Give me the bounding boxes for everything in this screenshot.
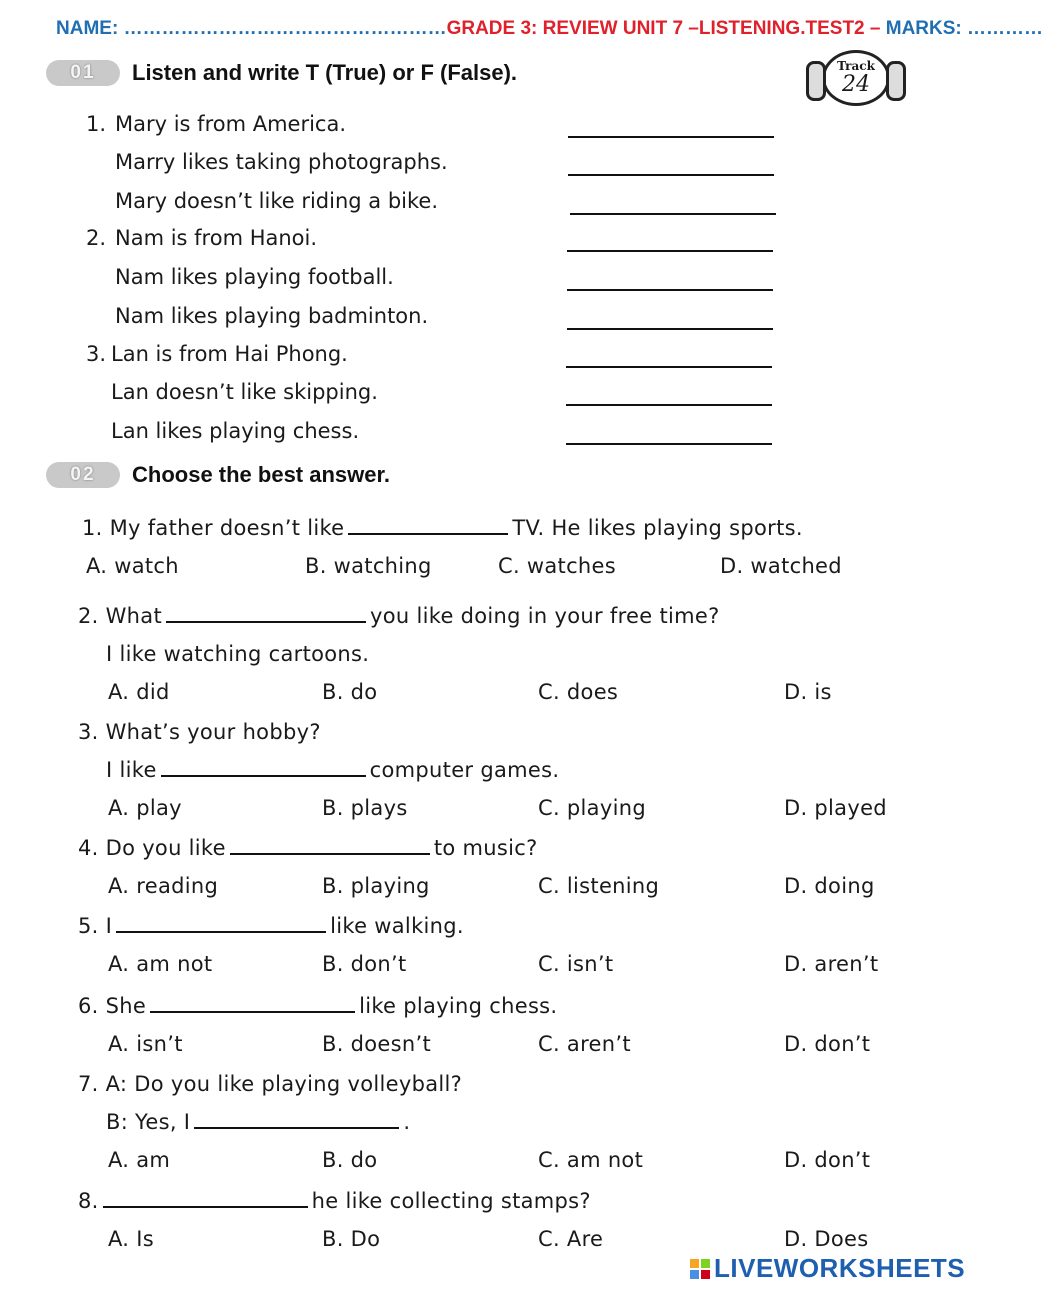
question-line-2-after: . [403, 1110, 411, 1134]
option-a[interactable]: A. am [108, 1148, 171, 1172]
option-c[interactable]: C. watches [498, 554, 617, 578]
question-7 [78, 1072, 462, 1096]
option-a[interactable]: A. reading [108, 874, 219, 898]
question-text-after: he like collecting stamps? [311, 1189, 591, 1213]
answer-blank[interactable] [194, 1111, 399, 1129]
option-a[interactable]: A. did [108, 680, 170, 704]
option-b[interactable]: B. plays [322, 796, 408, 820]
headphone-right-icon [886, 61, 906, 101]
question-text: 5. I [78, 914, 113, 938]
liveworksheets-logo [690, 1253, 965, 1284]
question-4 [78, 836, 538, 860]
option-c[interactable]: C. Are [538, 1227, 604, 1251]
tf-item-number: 2. [86, 226, 107, 250]
answer-blank[interactable] [566, 404, 772, 406]
question-8 [78, 1189, 591, 1213]
option-c[interactable]: C. isn’t [538, 952, 614, 976]
question-text-after: like playing chess. [359, 994, 558, 1018]
track-badge [804, 50, 908, 106]
tf-item-text: Mary doesn’t like riding a bike. [115, 189, 438, 213]
tf-item-text: Nam likes playing football. [115, 265, 394, 289]
question-3 [78, 720, 321, 744]
option-a[interactable]: A. play [108, 796, 182, 820]
question-line-2-text: I like [106, 758, 157, 782]
tf-item-number: 3. [86, 342, 107, 366]
question-text: 6. She [78, 994, 147, 1018]
tf-item-text: Lan doesn’t like skipping. [111, 380, 378, 404]
section-2-title: Choose the best answer. [132, 462, 390, 487]
question-text: 2. What [78, 604, 162, 628]
tf-item-text: Nam is from Hanoi. [115, 226, 318, 250]
question-3-line-2 [106, 758, 559, 782]
option-d[interactable]: D. aren’t [784, 952, 879, 976]
option-b[interactable]: B. don’t [322, 952, 407, 976]
question-text-after: to music? [433, 836, 538, 860]
question-line-2-text: B: Yes, I [106, 1110, 191, 1134]
tf-item-text: Mary is from America. [115, 112, 347, 136]
tf-item-text: Marry likes taking photographs. [115, 150, 448, 174]
answer-blank[interactable] [567, 289, 773, 291]
answer-blank[interactable] [230, 837, 430, 855]
option-b[interactable]: B. do [322, 680, 378, 704]
question-text: 1. My father doesn’t like [82, 516, 345, 540]
question-text: 7. A: Do you like playing volleyball? [78, 1072, 463, 1096]
answer-blank[interactable] [566, 366, 772, 368]
option-b[interactable]: B. watching [305, 554, 432, 578]
option-d[interactable]: D. don’t [784, 1148, 871, 1172]
option-c[interactable]: C. aren’t [538, 1032, 631, 1056]
section-1-heading [46, 60, 517, 86]
question-line-2-text: I like watching cartoons. [106, 642, 370, 666]
track-number: 24 [842, 72, 870, 97]
answer-blank[interactable] [568, 174, 774, 176]
question-2-line-2 [106, 642, 369, 666]
section-2-badge: 02 [46, 462, 120, 488]
option-a[interactable]: A. Is [108, 1227, 154, 1251]
section-2-heading [46, 462, 390, 488]
test-title: GRADE 3: REVIEW UNIT 7 –LISTENING.TEST2 – [446, 18, 886, 39]
option-d[interactable]: D. don’t [784, 1032, 871, 1056]
option-a[interactable]: A. isn’t [108, 1032, 183, 1056]
option-d[interactable]: D. doing [784, 874, 875, 898]
tf-item-text: Nam likes playing badminton. [115, 304, 429, 328]
track-disc [822, 50, 890, 106]
worksheet-header [56, 18, 1043, 40]
answer-blank[interactable] [150, 995, 355, 1013]
answer-blank[interactable] [570, 213, 776, 215]
question-5 [78, 914, 464, 938]
option-c[interactable]: C. does [538, 680, 619, 704]
option-c[interactable]: C. am not [538, 1148, 644, 1172]
section-1-badge: 01 [46, 60, 120, 86]
answer-blank[interactable] [568, 136, 774, 138]
track-label: Track [837, 59, 875, 73]
answer-blank[interactable] [566, 443, 772, 445]
option-b[interactable]: B. Do [322, 1227, 381, 1251]
question-1 [82, 516, 803, 540]
answer-blank[interactable] [103, 1190, 308, 1208]
tf-item-number: 1. [86, 112, 107, 136]
headphone-left-icon [806, 61, 826, 101]
name-label: NAME: [56, 18, 124, 39]
tf-item-text: Lan likes playing chess. [111, 419, 360, 443]
question-6 [78, 994, 557, 1018]
option-d[interactable]: D. played [784, 796, 887, 820]
answer-blank[interactable] [567, 250, 773, 252]
option-a[interactable]: A. watch [86, 554, 179, 578]
option-b[interactable]: B. playing [322, 874, 430, 898]
logo-grid-icon [690, 1259, 710, 1279]
option-d[interactable]: D. Does [784, 1227, 869, 1251]
option-a[interactable]: A. am not [108, 952, 213, 976]
question-text: 8. [78, 1189, 99, 1213]
option-c[interactable]: C. playing [538, 796, 646, 820]
option-b[interactable]: B. doesn’t [322, 1032, 432, 1056]
section-1-title: Listen and write T (True) or F (False). [132, 60, 518, 85]
answer-blank[interactable] [116, 915, 326, 933]
question-text-after: like walking. [330, 914, 464, 938]
question-line-2-after: computer games. [369, 758, 560, 782]
question-text-after: you like doing in your free time? [370, 604, 720, 628]
logo-text: LIVEWORKSHEETS [714, 1253, 966, 1283]
name-field[interactable]: …………………………………………… [123, 18, 447, 39]
option-d[interactable]: D. watched [720, 554, 842, 578]
question-text: 4. Do you like [78, 836, 226, 860]
answer-blank[interactable] [567, 328, 773, 330]
question-7-line-2 [106, 1110, 410, 1134]
answer-blank[interactable] [166, 605, 366, 623]
option-b[interactable]: B. do [322, 1148, 378, 1172]
answer-blank[interactable] [161, 759, 366, 777]
marks-field[interactable]: MARKS: ………… [885, 18, 1043, 39]
question-2 [78, 604, 720, 628]
answer-blank[interactable] [348, 517, 508, 535]
option-c[interactable]: C. listening [538, 874, 660, 898]
question-text-after: TV. He likes playing sports. [512, 516, 803, 540]
option-d[interactable]: D. is [784, 680, 832, 704]
question-text: 3. What’s your hobby? [78, 720, 321, 744]
tf-item-text: Lan is from Hai Phong. [111, 342, 348, 366]
